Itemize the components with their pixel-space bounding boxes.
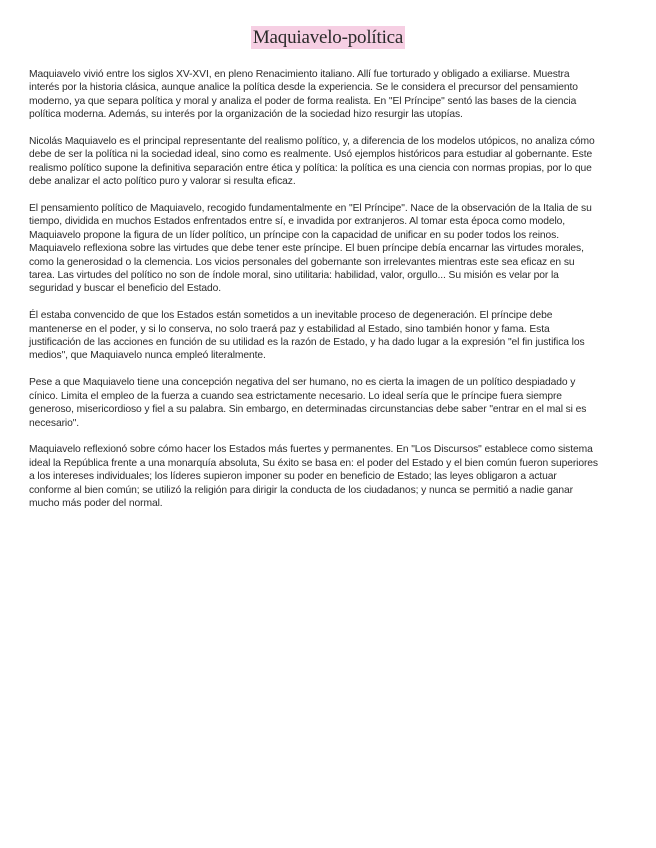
paragraph-realism: Nicolás Maquiavelo es el principal representante del realismo político, y, a diferencia de los modelos utópicos, no analiza cómo debe de ser la política ni la sociedad ideal, sino como es realmente. Usó ejemplos históricos para estudiar al gobernante. Este realismo político supone la definitiva separación entre ética y política: la política es una ciencia con normas propias, por lo que debe analizar el acto político puro y valorar si resulta eficaz. bbox=[29, 136, 595, 188]
title-container bbox=[0, 26, 656, 49]
paragraph-el-principe: El pensamiento político de Maquiavelo, recogido fundamentalmente en "El Príncipe". Nace de la observación de la Italia de su tiempo, dividida en muchos Estados enfrentados entre sí, e invadida por extranjeros. Al tomar esta época como modelo, Maquiavelo propone la figura de un líder político, un príncipe con la capacidad de unificar en su poder todos los reinos. bbox=[29, 203, 592, 241]
paragraph-reason-of-state: Él estaba convencido de que los Estados están sometidos a un inevitable proceso de degeneración. El príncipe debe mantenerse en el poder, y si lo conserva, no solo traerá paz y estabilidad al Estado, sino también honor y fama. Esta justificación de las acciones en función de su utilidad es la razón de Estado, y ha dado lugar a la expresión "el fin justifica los medios", que Maquiavelo nunca empleó literalmente. bbox=[29, 310, 585, 362]
paragraph-human-nature: Pese a que Maquiavelo tiene una concepción negativa del ser humano, no es cierta la imagen de un político despiadado y cínico. Limita el empleo de la fuerza a cuando sea estrictamente necesario. Lo ideal sería que le príncipe fuera siempre generoso, misericordioso y fiel a su palabra. Sin embargo, en determinadas circunstancias debe saber "entrar en el mal si es necesario". bbox=[29, 377, 587, 429]
page-title: Maquiavelo-política bbox=[252, 27, 404, 48]
paragraph-context: Maquiavelo vivió entre los siglos XV-XVI, en pleno Renacimiento italiano. Allí fue torturado y obligado a exiliarse. Muestra interés por la historia clásica, aunque analice la política desde la experiencia. Se le considera el precursor del pensamiento moderno, ya que separa política y moral y analiza el poder de forma realista. En "El Príncipe" sentó las bases de la ciencia política moderna. Además, su interés por la organización de la sociedad hizo resurgir las utopías. bbox=[29, 69, 578, 121]
paragraph-virtues: Maquiavelo reflexiona sobre las virtudes que debe tener este príncipe. El buen príncipe debía encarnar las virtudes morales, como la generosidad o la clemencia. Los vicios personales del gobernante son irrelevantes mientras este sea eficaz en su tarea. Las virtudes del político no son de índole moral, sino utilitaria: habilidad, valor, orgullo... Su misión es velar por la seguridad y buscar el beneficio del Estado. bbox=[29, 243, 584, 295]
paragraph-discourses: Maquiavelo reflexionó sobre cómo hacer los Estados más fuertes y permanentes. En "Los Discursos" establece como sistema ideal la República frente a una monarquía absoluta, Su éxito se basa en: el poder del Estado y el bien común fueron superiores a los intereses individuales; los líderes supieron imponer su poder en beneficio de Estado; las leyes obligaron a actuar conforme al bien común; se utilizó la religión para dirigir la conducta de los ciudadanos; y nunca se permitió a nadie ganar mucho más poder del normal. bbox=[29, 444, 598, 509]
document-body bbox=[29, 68, 600, 524]
